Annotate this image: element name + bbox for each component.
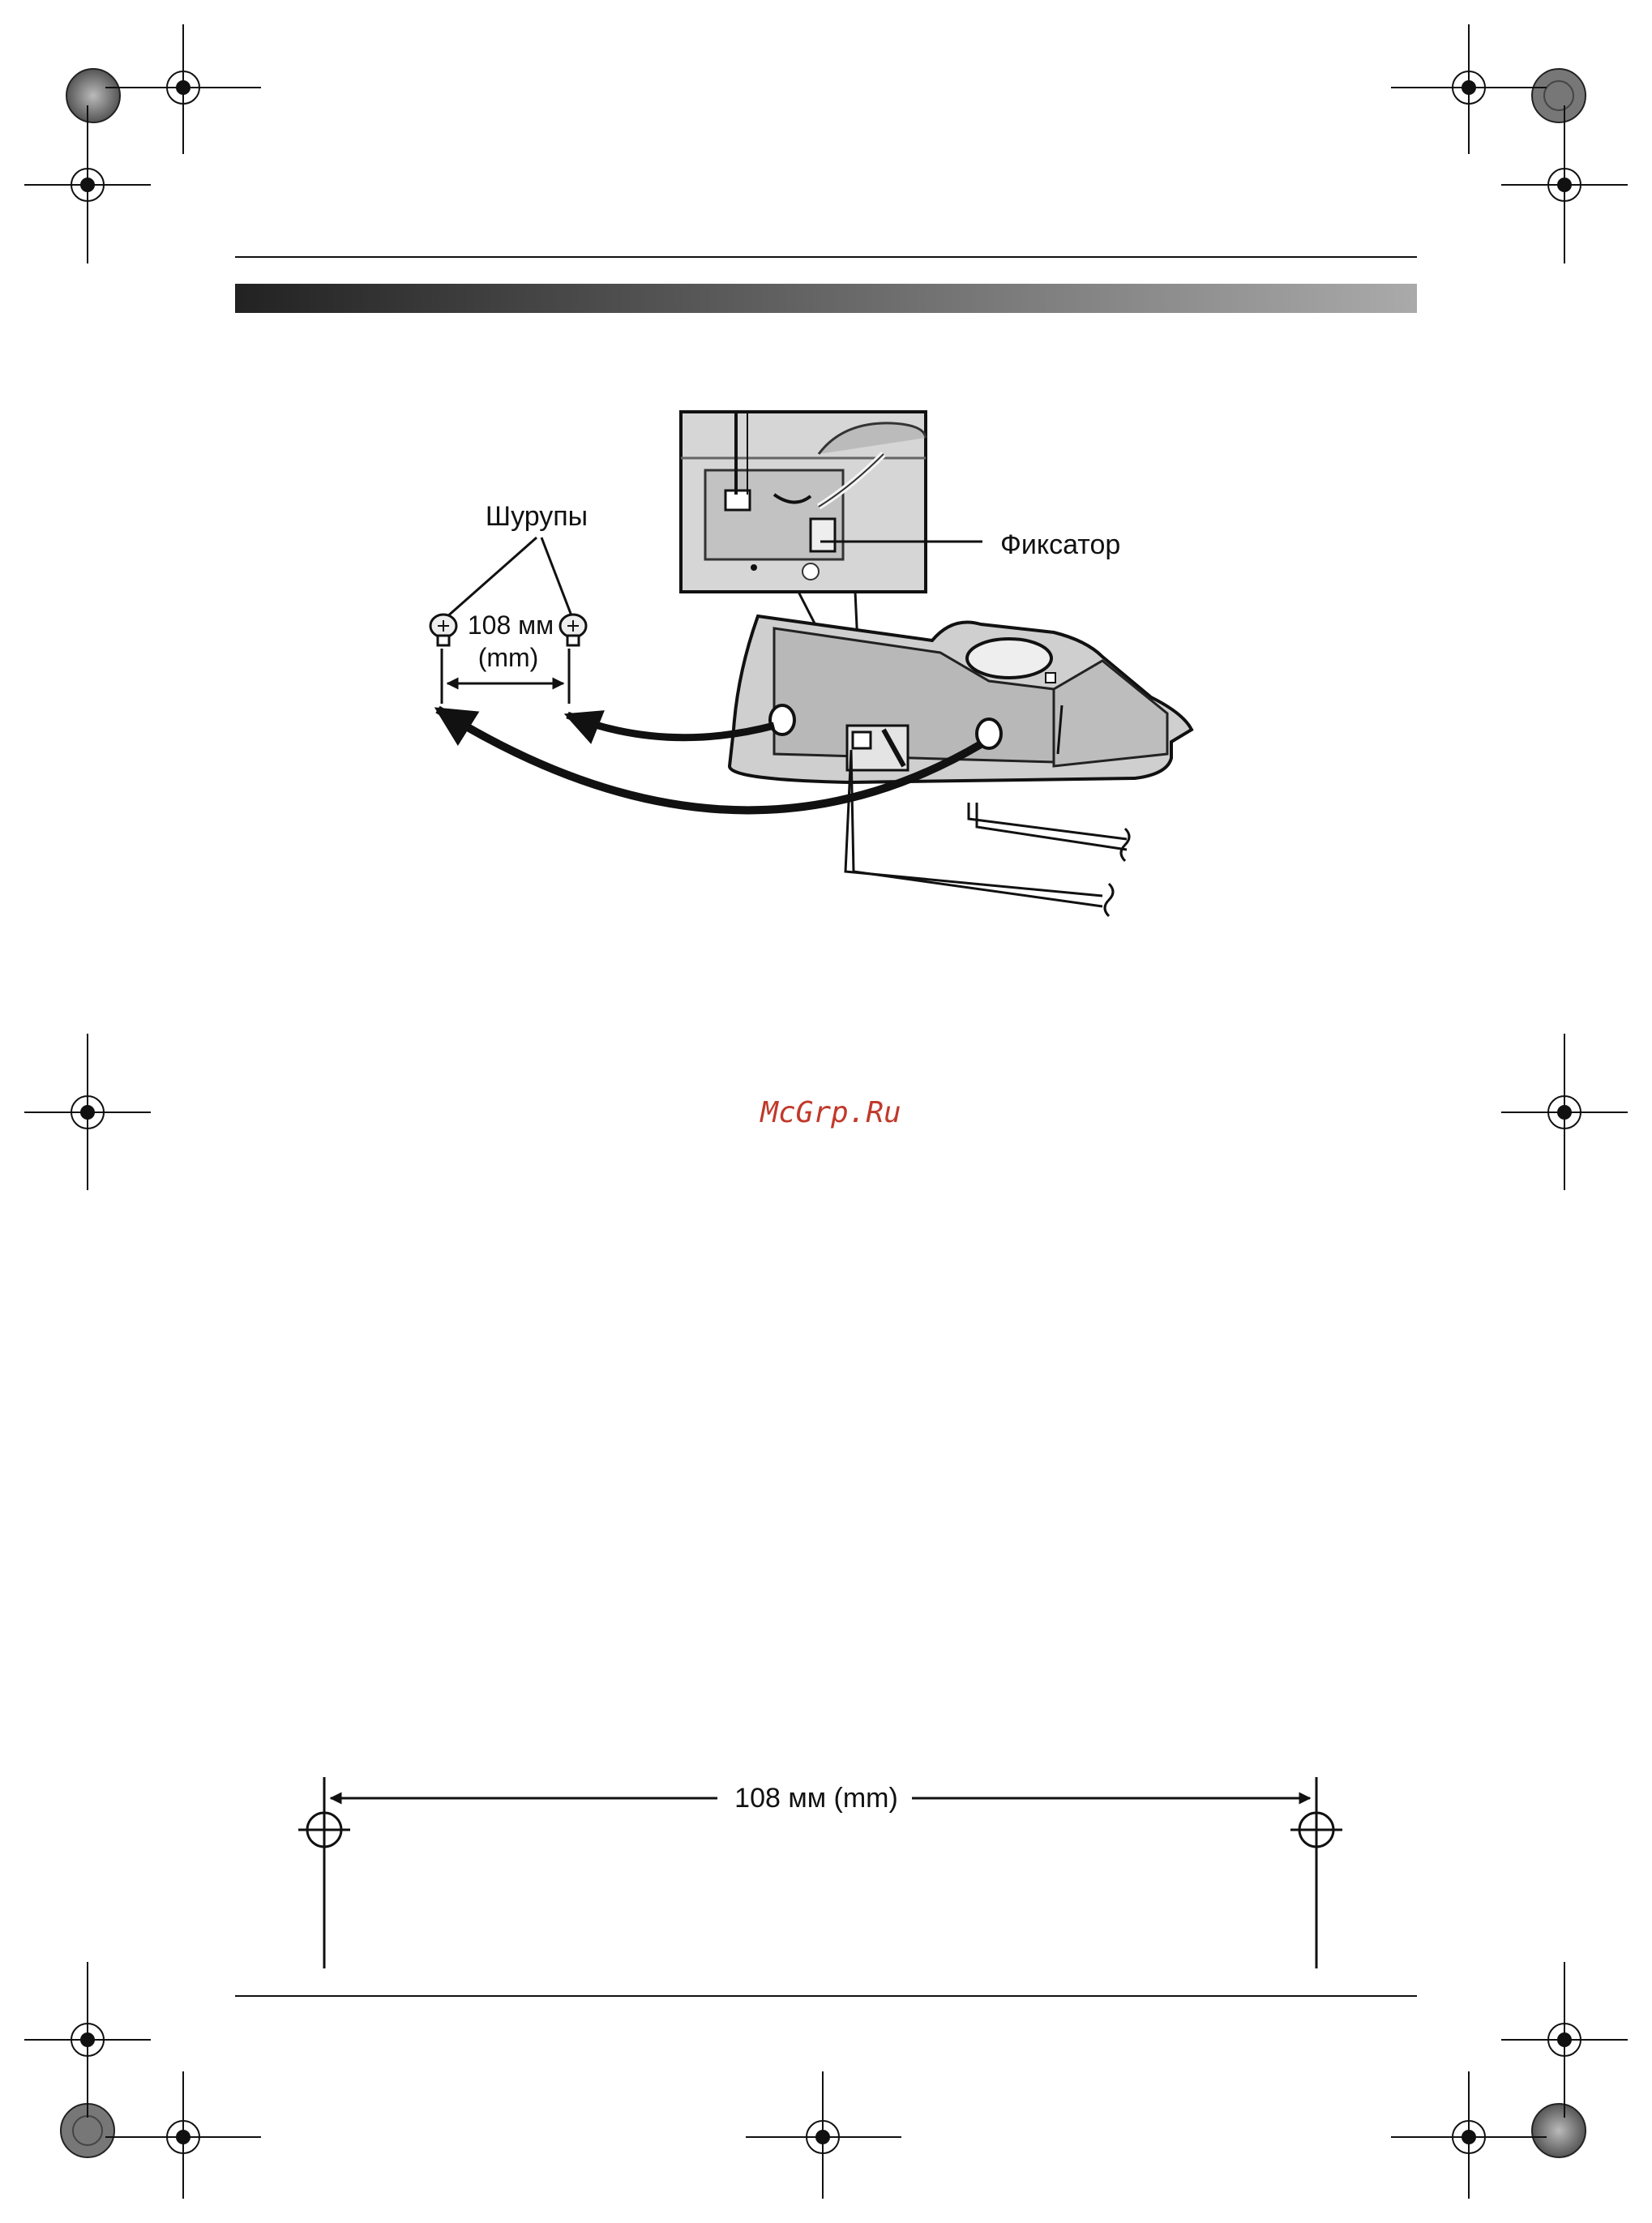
wall-mount-illustration (430, 412, 1192, 916)
crosshair-top-right-a (1391, 24, 1547, 154)
inset-detail-box (681, 412, 982, 592)
screw-spacing-unit-label: (mm) (477, 643, 539, 672)
fixator-clip-icon (811, 519, 835, 551)
screw-left-icon (430, 615, 456, 645)
crosshair-top-right-b (1501, 105, 1628, 263)
crosshair-mid-right (1501, 1034, 1628, 1190)
color-disc-top-right (1532, 69, 1586, 122)
crosshair-top-left-a (105, 24, 261, 154)
crosshair-bottom-left-b (105, 2071, 261, 2199)
screw-spacing-label: 108 мм (467, 610, 554, 640)
header-gradient-bar (235, 284, 1417, 313)
crosshair-bottom-center (746, 2071, 901, 2199)
mount-hole-left-icon (770, 705, 794, 735)
color-disc-top-left (66, 69, 120, 122)
crosshair-bottom-right-b (1501, 1962, 1628, 2118)
fixator-label: Фиксатор (1000, 529, 1121, 560)
screw-right-icon (560, 615, 586, 645)
crosshair-mid-left (24, 1034, 151, 1190)
crosshair-bottom-right-a (1391, 2071, 1547, 2199)
crosshair-bottom-left-a (24, 1962, 151, 2118)
template-spacing-label: 108 мм (mm) (734, 1783, 898, 1814)
watermark: McGrp.Ru (760, 1096, 901, 1129)
color-disc-bottom-right (1532, 2104, 1586, 2157)
screws-label: Шурупы (485, 501, 588, 532)
crosshair-top-left-b (24, 105, 151, 263)
